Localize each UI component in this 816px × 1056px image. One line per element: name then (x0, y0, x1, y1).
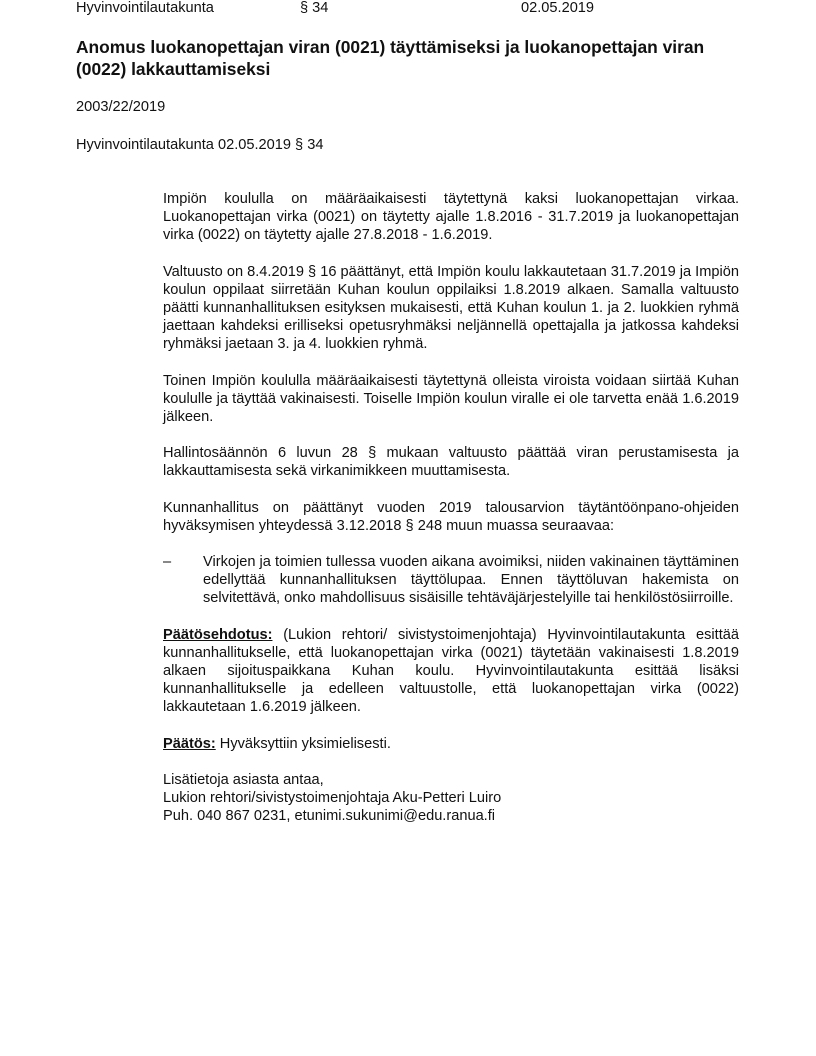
body-paragraph: Toinen Impiön koululla määräaikaisesti täytettynä olleista viroista voidaan siirtää Kuhan koululle ja täyttää vakinaisesti. Toiselle Impiön koulun viralle ei ole tarvetta enää 1.6.2019 jälkeen. (163, 372, 739, 426)
case-number: 2003/22/2019 (76, 99, 166, 115)
body-paragraph: Kunnanhallitus on päättänyt vuoden 2019 talousarvion täytäntöönpano-ohjeiden hyväksymisen yhteydessä 3.12.2018 § 248 muun muassa seuraavaa: (163, 499, 739, 534)
bullet-list (163, 553, 739, 608)
header-date: 02.05.2019 (521, 0, 595, 16)
contact-info (163, 771, 739, 826)
document-title: Anomus luokanopettajan viran (0021) täyttämiseksi ja luokanopettajan viran (0022) lakkauttamiseksi (76, 37, 705, 79)
decision-proposal (163, 626, 739, 717)
bullet-text: Virkojen ja toimien tullessa vuoden aikana avoimiksi, niiden vakinainen täyttäminen edellyttää kunnanhallituksen täyttölupaa. Ennen täyttöluvan hakemista on selvitettävä, onko mahdollisuus sisäisille tehtäväjärjestelyille tai henkilöstösiirroille. (203, 554, 739, 607)
dash-bullet-icon: – (163, 554, 172, 571)
decision-text: Hyväksyttiin yksimielisesti. (215, 735, 391, 752)
header-committee: Hyvinvointilautakunta (76, 0, 214, 16)
bullet-item (163, 553, 739, 608)
contact-intro: Lisätietoja asiasta antaa, (163, 771, 324, 788)
body-paragraph: Impiön koululla on määräaikaisesti täytettynä kaksi luokanopettajan virkaa. Luokanopettajan virka (0021) on täytetty ajalle 1.8.2016 - 31.7.2019 ja luokanopettajan virka (0022) on täytetty ajalle 27.8.2018 - 1.6.2019. (163, 191, 739, 244)
proposal-text: (Lukion rehtori/ sivistystoimenjohtaja) Hyvinvointilautakunta esittää kunnanhallitukselle, että luokanopettajan virka (0021) täytetään vakinaisesti 1.8.2019 alkaen sijoituspaikkana Kuhan koulu. Hyvinvointilautakunta esittää lisäksi kunnanhallitukselle ja edelleen valtuustolle, että luokanopettajan virka (0022) lakkautetaan 1.6.2019 jälkeen. (163, 626, 739, 716)
decision-label: Päätös: (163, 735, 216, 752)
proposal-label: Päätösehdotus: (163, 626, 273, 643)
body-paragraph: Valtuusto on 8.4.2019 § 16 päättänyt, että Impiön koulu lakkautetaan 31.7.2019 ja Impiön koulun oppilaat siirretään Kuhan koulun oppilaiksi 1.8.2019 alkaen. Samalla valtuusto päätti kunnanhallituksen esityksen mukaisesti, että Kuhan koulun 1. ja 2. luokkien ryhmä jaettaan kahdeksi erilliseksi opetusryhmäksi neljännellä opettajalla ja jatkossa kahdeksi ryhmäksi jaetaan 3. ja 4. luokkien ryhmä. (163, 263, 739, 353)
page-header (0, 0, 816, 18)
decision (163, 735, 739, 753)
contact-person: Lukion rehtori/sivistystoimenjohtaja Aku-Petteri Luiro (163, 790, 502, 807)
body-paragraph: Hallintosäännön 6 luvun 28 § mukaan valtuusto päättää viran perustamisesta ja lakkauttamisesta sekä virkanimikkeen muuttamisesta. (163, 445, 739, 480)
header-section-number: § 34 (300, 0, 329, 16)
document-body (163, 190, 739, 825)
contact-details: Puh. 040 867 0231, etunimi.sukunimi@edu.ranua.fi (163, 808, 496, 825)
meeting-reference: Hyvinvointilautakunta 02.05.2019 § 34 (76, 137, 324, 153)
